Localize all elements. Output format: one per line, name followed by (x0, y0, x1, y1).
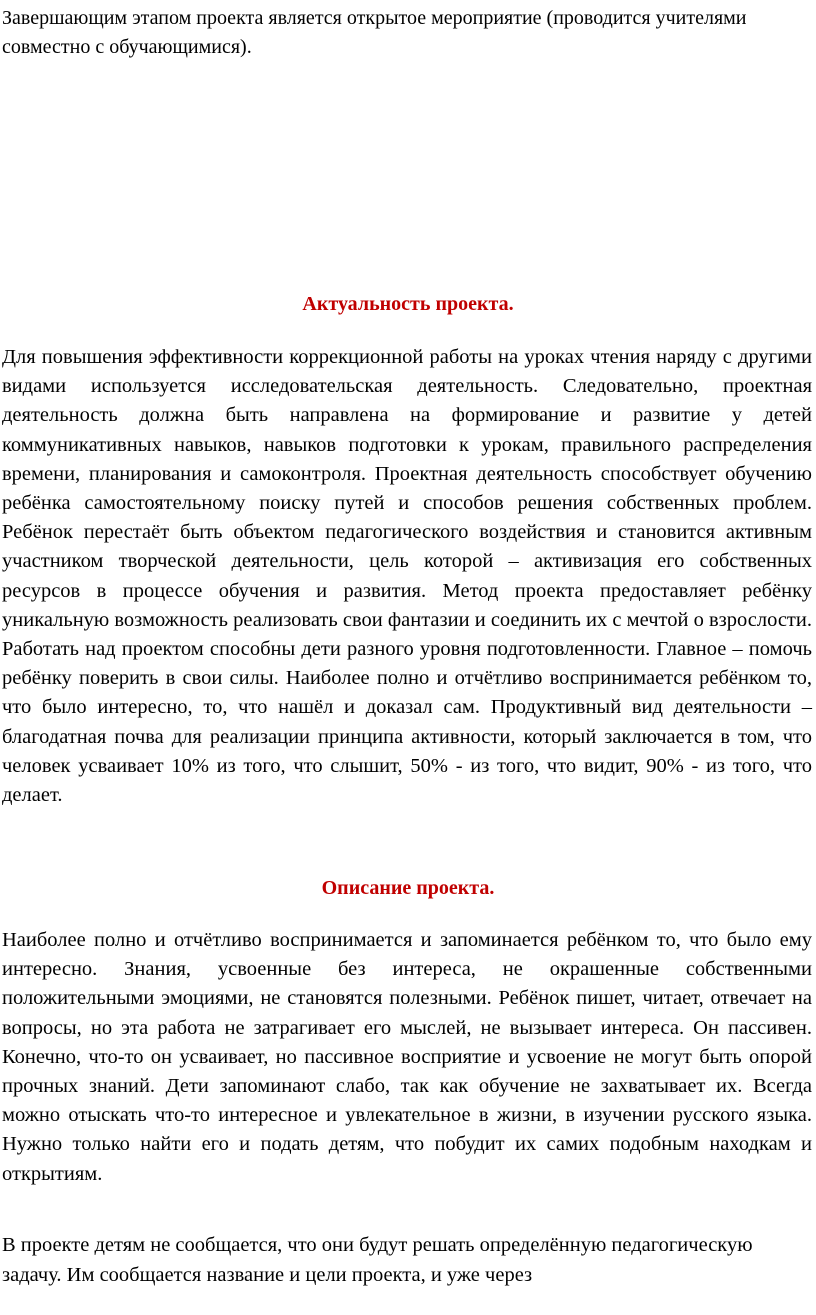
description-paragraph: Наиболее полно и отчётливо воспринимается и запоминается ребёнком то, что было ему интересно. Знания, усвоенные без интереса, не окрашенные собственными положительными эмоциями, не становятся полезными. Ребёнок пишет, читает, отвечает на вопросы, но эта работа не затрагивает его мыслей, не вызывает интереса. Он пассивен. Конечно, что-то он усваивает, но пассивное восприятие и усвоение не могут быть опорой прочных знаний. Дети запоминают слабо, так как обучение не захватывает их. Всегда можно отыскать что-то интересное и увлекательное в жизни, в изучении русского языка. Нужно только найти его и подать детям, что побудит их самих подобным находкам и открытиям. (2, 929, 812, 1185)
section-heading-description: Описание проекта. (321, 877, 495, 899)
intro-paragraph: Завершающим этапом проекта является открытое мероприятие (проводится учителями совместно с обучающимися). (2, 7, 747, 58)
relevance-paragraph: Для повышения эффективности коррекционной работы на уроках чтения наряду с другими видами используется исследовательская деятельность. Следовательно, проектная деятельность должна быть направлена на формирование и развитие у детей коммуникативных навыков, навыков подготовки к урокам, правильного распределения времени, планирования и самоконтроля. Проектная деятельность способствует обучению ребёнка самостоятельному поиску путей и способов решения собственных проблем. Ребёнок перестаёт быть объектом педагогического воздействия и становится активным участником творческой деятельности, цель которой – активизация его собственных ресурсов в процессе обучения и развития. Метод проекта предоставляет ребёнку уникальную возможность реализовать свои фантазии и соединить их с мечтой о взрослости. Работать над проектом способны дети разного уровня подготовленности. Главное – помочь ребёнку поверить в свои силы. Наиболее полно и отчётливо воспринимается ребёнком то, что было интересно, то, что нашёл и доказал сам. Продуктивный вид деятельности – благодатная почва для реализации принципа активности, который заключается в том, что человек усваивает 10% из того, что слышит, 50% - из того, что видит, 90% - из того, что делает. (2, 346, 812, 807)
closing-paragraph: В проекте детям не сообщается, что они будут решать определённую педагогическую задачу. Им сообщается название и цели проекта, и уже через (2, 1234, 753, 1286)
section-heading-relevance: Актуальность проекта. (302, 293, 514, 315)
